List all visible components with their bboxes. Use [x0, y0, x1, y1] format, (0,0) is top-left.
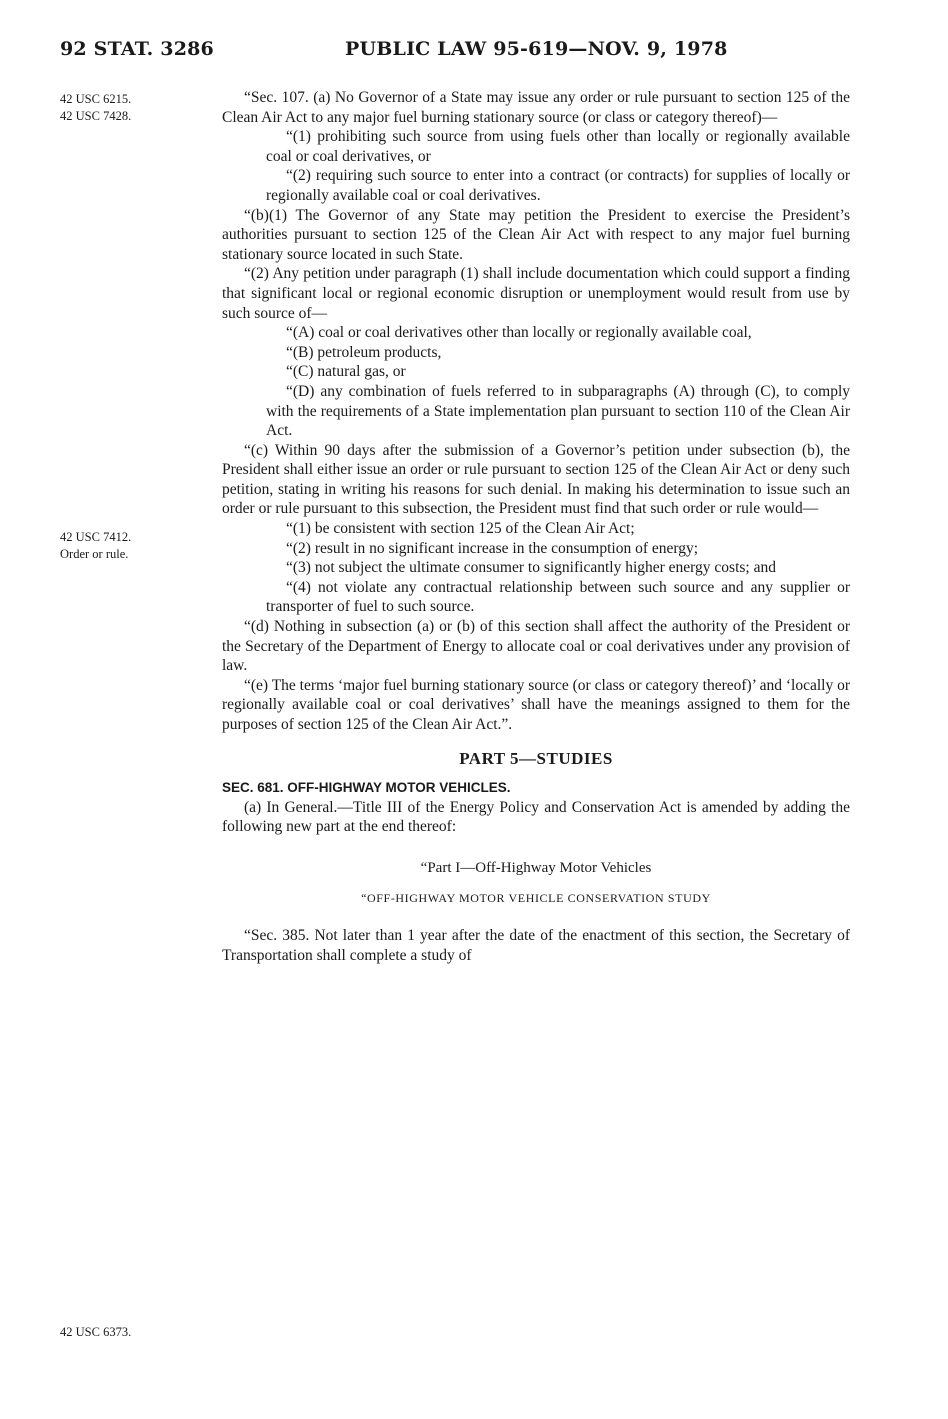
subsection-d: “(d) Nothing in subsection (a) or (b) of this section shall affect the authority of the President or the Secretary of the Department of Energy to allocate coal or coal derivatives under any provision of law.: [222, 618, 850, 675]
paragraph-c-1: “(1) be consistent with section 125 of the Clean Air Act;: [286, 520, 635, 538]
subsection-c: “(c) Within 90 days after the submission of a Governor’s petition under subsection (b), the President shall either issue an order or rule pursuant to section 125 of the Clean Air Act or deny such petition, stating in writing his reasons for such denial. In making his determination to issue such an order or rule pursuant to this subsection, the President must find that such order or rule would—: [222, 441, 850, 518]
paragraph-c-3: “(3) not subject the ultimate consumer to significantly higher energy costs; and: [286, 559, 776, 577]
part-heading: PART 5—STUDIES: [459, 748, 613, 768]
margin-note-line: 42 USC 7428.: [60, 109, 132, 123]
subsection-in-general: (a) In General.—Title III of the Energy Policy and Conservation Act is amended by adding the following new part at the end thereof:: [222, 798, 850, 836]
item-b: “(B) petroleum products,: [286, 343, 442, 361]
margin-note-line: 42 USC 6373.: [60, 1325, 132, 1339]
subsection-e: “(e) The terms ‘major fuel burning stationary source (or class or category thereof)’ and ‘locally or regionally available coal or coal derivatives’ shall have the meanings assigned to them for the purposes of section 125 of the Clean Air Act.”.: [222, 676, 850, 733]
margin-note-line: 42 USC 6215.: [60, 92, 132, 106]
item-c: “(C) natural gas, or: [286, 363, 406, 381]
running-header: PUBLIC LAW 95-619—NOV. 9, 1978: [345, 38, 728, 60]
margin-note-usc-6373: [60, 1324, 131, 1341]
subpart-title: “Part I—Off-Highway Motor Vehicles: [420, 859, 652, 876]
paragraph-c-2: “(2) result in no significant increase in the consumption of energy;: [286, 539, 699, 557]
section-107-a: “Sec. 107. (a) No Governor of a State may issue any order or rule pursuant to section 125 of the Clean Air Act to any major fuel burning stationary source (or class or category thereof)—: [222, 89, 850, 126]
section-heading: SEC. 681. OFF-HIGHWAY MOTOR VEHICLES.: [222, 780, 511, 796]
item-a: “(A) coal or coal derivatives other than locally or regionally available coal,: [286, 324, 752, 342]
margin-note-usc-6215: [60, 91, 131, 125]
subsection-b-2: “(2) Any petition under paragraph (1) shall include documentation which could support a finding that significant local or regional economic disruption or unemployment would result from use by such source of—: [222, 265, 850, 322]
item-d: “(D) any combination of fuels referred to in subparagraphs (A) through (C), to comply with the requirements of a State implementation plan pursuant to section 110 of the Clean Air Act.: [266, 382, 850, 440]
statute-body: [222, 88, 850, 965]
subpart-subtitle: “OFF-HIGHWAY MOTOR VEHICLE CONSERVATION STUDY: [361, 890, 711, 905]
paragraph-c-4: “(4) not violate any contractual relationship between such source and any supplier or transporter of fuel to such source.: [266, 578, 850, 616]
subsection-b-1: “(b)(1) The Governor of any State may petition the President to exercise the President’s authorities pursuant to section 125 of the Clean Air Act with respect to any major fuel burning stationary source located in such State.: [222, 206, 850, 263]
paragraph-a-2: “(2) requiring such source to enter into a contract (or contracts) for supplies of locally or regionally available coal or coal derivatives.: [266, 167, 850, 204]
section-385: “Sec. 385. Not later than 1 year after the date of the enactment of this section, the Secretary of Transportation shall complete a study of: [222, 927, 850, 964]
page-stat-number: 92 STAT. 3286: [60, 38, 214, 60]
margin-note-usc-7412: [60, 529, 131, 563]
paragraph-a-1: “(1) prohibiting such source from using fuels other than locally or regionally available coal or coal derivatives, or: [266, 128, 850, 165]
margin-note-line: 42 USC 7412.: [60, 530, 132, 544]
margin-note-line: Order or rule.: [60, 547, 129, 561]
